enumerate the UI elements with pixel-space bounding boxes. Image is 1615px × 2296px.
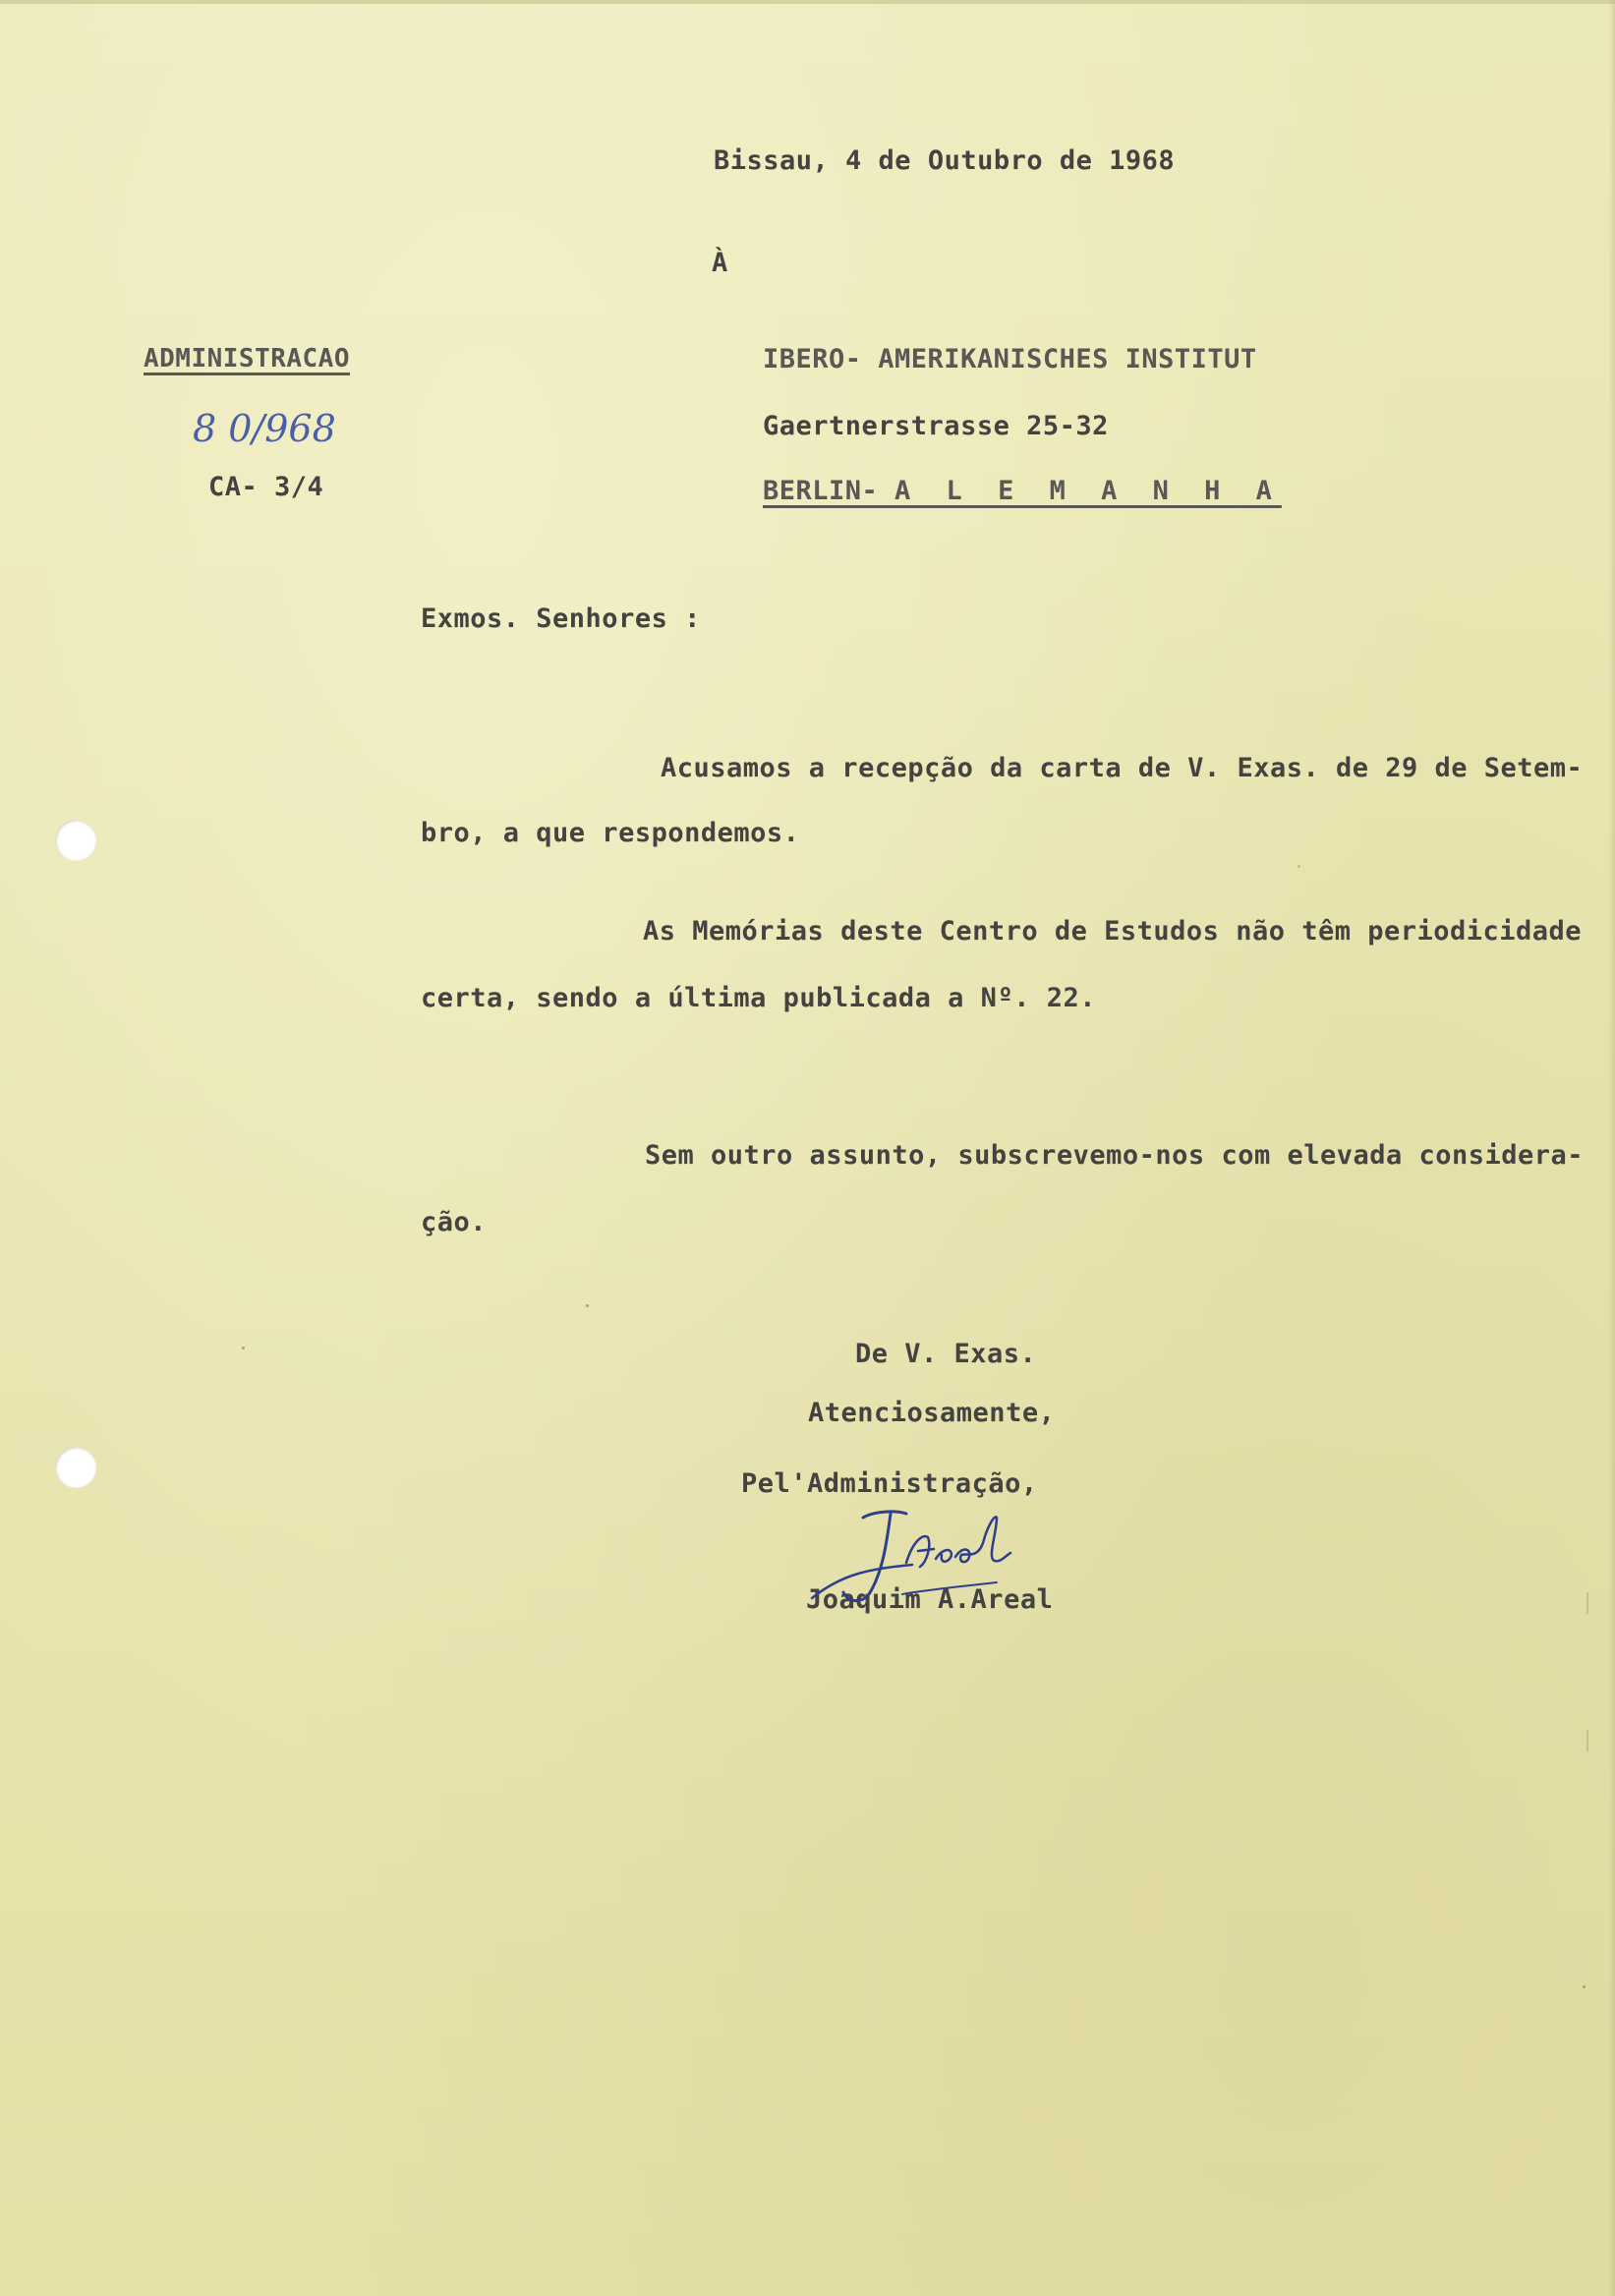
handwritten-signature (804, 1504, 1060, 1612)
signatory-name: Joaquim A.Areal (806, 1584, 1054, 1615)
recipient-street: Gaertnerstrasse 25-32 (763, 411, 1109, 441)
addressee-mark: À (712, 248, 728, 278)
department-heading: ADMINISTRACAO (144, 344, 350, 373)
paragraph3-line2: ção. (421, 1207, 488, 1237)
recipient-city (763, 476, 1282, 506)
paper-speck (1298, 865, 1300, 868)
punch-hole-bottom (55, 1447, 96, 1488)
paper-speck (586, 1304, 589, 1307)
paper-mark (1586, 1592, 1588, 1614)
closing-line2: Atenciosamente, (808, 1398, 1056, 1428)
handwritten-reference-number: 8 0/968 (193, 407, 336, 450)
paragraph3-line1: Sem outro assunto, subscrevemo-nos com elevada considera- (645, 1140, 1585, 1171)
recipient-country: A L E M A N H A (894, 476, 1282, 506)
recipient-city-prefix: BERLIN- (763, 476, 895, 506)
closing-line3: Pel'Administração, (741, 1468, 1038, 1499)
paragraph2-line1: As Memórias deste Centro de Estudos não têm periodicidade (643, 916, 1583, 947)
punch-hole-top (55, 820, 96, 861)
recipient-name: IBERO- AMERIKANISCHES INSTITUT (763, 344, 1257, 374)
paper-speck (242, 1347, 245, 1349)
closing-line1: De V. Exas. (855, 1339, 1037, 1369)
paper-mark (1586, 1730, 1588, 1751)
paragraph1-line2: bro, a que respondemos. (421, 818, 800, 848)
paragraph1-line1: Acusamos a recepção da carta de V. Exas. de 29 de Setem- (661, 753, 1584, 783)
reference-code: CA- 3/4 (208, 472, 324, 502)
salutation: Exmos. Senhores : (421, 603, 701, 634)
paragraph2-line2: certa, sendo a última publicada a Nº. 22. (421, 983, 1096, 1013)
paper-speck (1583, 1985, 1586, 1988)
date-line: Bissau, 4 de Outubro de 1968 (714, 145, 1176, 176)
